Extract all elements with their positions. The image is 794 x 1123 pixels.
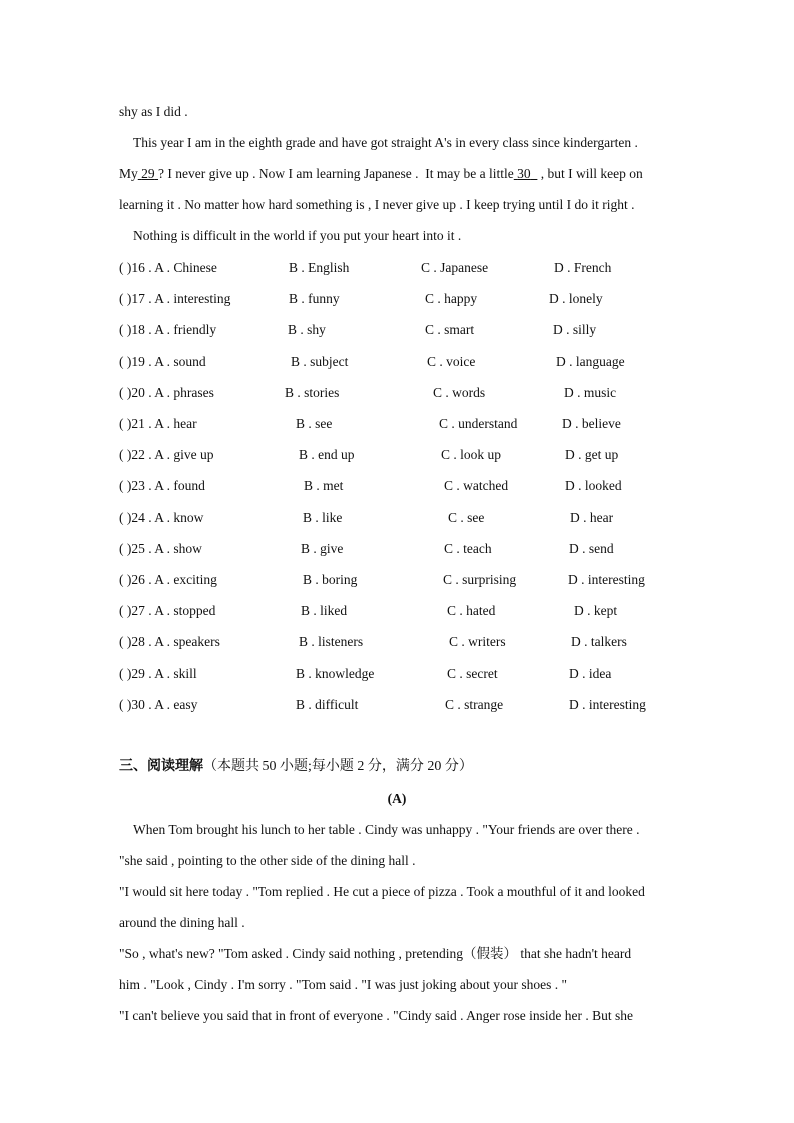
passage-line: Nothing is difficult in the world if you put your heart into it . (133, 228, 462, 243)
blank-29 (138, 166, 158, 181)
question-option-d: D . talkers (571, 634, 627, 650)
question-option-d: D . French (554, 260, 612, 275)
question-row (119, 321, 679, 339)
passage-text: My (119, 166, 138, 181)
passage-text: , but I will keep on (540, 166, 643, 181)
question-option-d: D . interesting (569, 696, 646, 712)
passage-text: This year I am in the eighth grade and have got straight A's in every class since kindergarten . (133, 135, 638, 150)
question-option-c: C . secret (447, 665, 498, 681)
question-option-d: D . believe (562, 416, 621, 431)
question-row (119, 571, 679, 589)
question-option-b: B . funny (289, 291, 340, 307)
passage-line: him . "Look , Cindy . I'm sorry . "Tom said . "I was just joking about your shoes . " (119, 977, 568, 992)
question-option-c: C . Japanese (421, 260, 489, 275)
question-option-d: D . idea (569, 665, 612, 681)
question-option-d: D . kept (574, 603, 618, 619)
passage-line (133, 134, 675, 152)
question-option-b: B . knowledge (296, 665, 375, 681)
passage-line: "I can't believe you said that in front of everyone . "Cindy said . Anger rose inside her . But she (119, 1008, 633, 1023)
passage-line: learning it . No matter how hard something is , I never give up . I keep trying until I do it right . (119, 197, 635, 212)
section-note: （本题共 50 小题;每小题 2 分，满分 20 分） (203, 759, 473, 774)
question-option-b: B . English (289, 260, 350, 275)
blank-number: 29 (141, 166, 155, 181)
blank-30 (514, 166, 538, 181)
question-option-c: C . words (433, 384, 486, 400)
question-option-a: ( )25 . A . show (119, 540, 202, 556)
question-option-a: ( )21 . A . hear (119, 416, 197, 431)
passage-subtitle: (A) (387, 791, 407, 806)
question-option-b: B . liked (301, 603, 348, 619)
question-option-b: B . give (301, 540, 344, 556)
question-row (119, 384, 679, 402)
question-option-b: B . subject (291, 353, 349, 369)
passage-text: It may be a little (425, 166, 514, 181)
question-option-a: ( )23 . A . found (119, 478, 205, 494)
passage-line: "she said , pointing to the other side of the dining hall . (119, 853, 416, 868)
question-option-d: D . interesting (568, 572, 645, 587)
question-option-c: C . strange (445, 696, 504, 712)
question-option-a: ( )30 . A . easy (119, 696, 198, 712)
question-option-c: C . hated (447, 603, 496, 619)
question-option-c: C . happy (425, 291, 478, 307)
passage-text: ? I never give up . Now I am learning Japanese . (158, 166, 419, 181)
question-option-c: C . look up (441, 447, 502, 463)
question-option-c: C . smart (425, 322, 475, 338)
passage-line (119, 165, 643, 183)
question-option-a: ( )19 . A . sound (119, 353, 206, 369)
question-option-b: B . see (296, 416, 333, 431)
question-row (119, 477, 679, 495)
question-option-c: C . voice (427, 353, 476, 369)
question-option-b: B . stories (285, 384, 340, 400)
question-option-a: ( )20 . A . phrases (119, 384, 214, 400)
question-row (119, 509, 679, 527)
question-option-a: ( )28 . A . speakers (119, 634, 220, 650)
question-option-b: B . listeners (299, 634, 364, 650)
question-option-b: B . met (304, 478, 344, 494)
question-option-b: B . shy (288, 322, 326, 338)
question-option-c: C . teach (444, 540, 492, 556)
question-option-a: ( )24 . A . know (119, 509, 204, 525)
question-option-d: D . language (556, 353, 625, 369)
passage-line: When Tom brought his lunch to her table . Cindy was unhappy . "Your friends are over there . (133, 822, 640, 837)
question-option-c: C . watched (444, 478, 509, 494)
question-option-d: D . send (569, 540, 614, 556)
question-option-d: D . silly (553, 322, 597, 338)
section-title: 三、阅读理解 (119, 759, 203, 774)
passage-line: "So , what's new? "Tom asked . Cindy said nothing , pretending（假装） that she hadn't heard (119, 946, 632, 961)
question-option-d: D . looked (565, 478, 622, 494)
section-header (119, 758, 473, 776)
question-option-b: B . difficult (296, 696, 359, 712)
question-option-d: D . music (564, 384, 617, 400)
question-option-b: B . end up (299, 447, 355, 463)
question-row (119, 696, 679, 714)
passage-line: "I would sit here today . "Tom replied . He cut a piece of pizza . Took a mouthful of it and looked (119, 884, 645, 899)
passage-line: shy as I did . (119, 104, 188, 119)
question-option-d: D . hear (570, 509, 614, 525)
question-option-d: D . lonely (549, 291, 603, 307)
question-option-c: C . surprising (443, 572, 517, 587)
question-option-c: C . writers (449, 634, 506, 650)
question-row (119, 259, 679, 277)
question-row (119, 602, 679, 620)
question-row (119, 633, 679, 651)
question-option-a: ( )17 . A . interesting (119, 291, 231, 307)
question-option-a: ( )22 . A . give up (119, 447, 214, 463)
question-option-d: D . get up (565, 447, 619, 463)
question-row (119, 290, 679, 308)
question-row (119, 353, 679, 371)
question-option-a: ( )27 . A . stopped (119, 603, 216, 619)
question-option-b: B . boring (303, 572, 358, 587)
question-row (119, 446, 679, 464)
question-row (119, 540, 679, 558)
question-option-a: ( )29 . A . skill (119, 665, 197, 681)
blank-number: 30 (517, 166, 531, 181)
passage-line: around the dining hall . (119, 915, 245, 930)
question-option-a: ( )26 . A . exciting (119, 572, 217, 587)
question-option-b: B . like (303, 509, 343, 525)
question-option-c: C . understand (439, 416, 518, 431)
question-row (119, 415, 679, 433)
question-option-a: ( )16 . A . Chinese (119, 260, 217, 275)
question-option-a: ( )18 . A . friendly (119, 322, 217, 338)
question-row (119, 665, 679, 683)
question-option-c: C . see (448, 509, 485, 525)
